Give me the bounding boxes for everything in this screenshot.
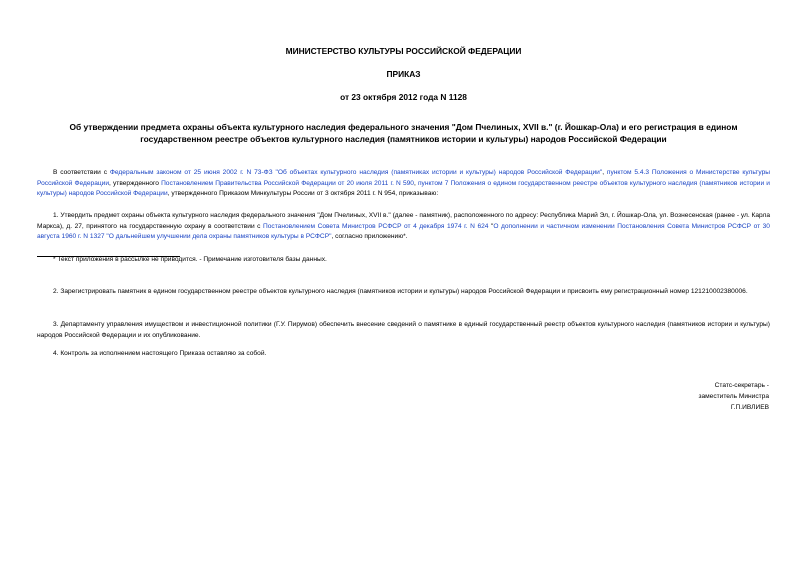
- preamble-paragraph: [37, 168, 770, 200]
- footnote: * Текст приложения в рассылке не приводится. - Примечание изготовителя базы данных.: [53, 256, 327, 263]
- signatory-name: Г.П.ИВЛИЕВ: [730, 404, 769, 411]
- doc-type-heading: ПРИКАЗ: [386, 69, 421, 79]
- council-amendment-link[interactable]: О дополнении и частичном изменении Постановления Совета Министров РСФСР от 30 августа 1960 г. N 1327 "О дальнейшем улучшении дела охраны памятников культуры в РСФСР": [37, 222, 770, 241]
- date-number-heading: от 23 октября 2012 года N 1128: [340, 92, 467, 102]
- federal-law-link[interactable]: Федеральным законом от 25 июня 2002 г. N 73-ФЗ "Об объектах культурного наследия (памятниках истории и культуры) народов Российской Федерации": [109, 169, 603, 176]
- signatory-title-line-2: заместитель Министра: [698, 393, 769, 400]
- item-1-text-2: ": [488, 222, 494, 230]
- preamble-text-4: ,: [413, 179, 418, 187]
- preamble-text-1: В соответствии с: [53, 169, 110, 176]
- signatory-title-line-1: Статс-секретарь -: [714, 382, 769, 389]
- item-1-paragraph: [37, 211, 770, 243]
- document-title: Об утверждении предмета охраны объекта культурного наследия федерального значения "Дом Пчелиных, XVII в." (г. Йошкар-Ола) и его регистрация в едином государственном реестре объектов культурного наследия (памятников истории и культуры) народов Российской Федерации: [69, 122, 738, 144]
- item-4-paragraph: 4. Контроль за исполнением настоящего Приказа оставляю за собой.: [53, 350, 267, 357]
- item-2-paragraph: 2. Зарегистрировать памятник в едином государственном реестре объектов культурного наследия (памятников истории и культуры) народов Российской Федерации и присвоить ему регистрационный номер 121210002380006.: [53, 288, 748, 295]
- ministry-heading: МИНИСТЕРСТВО КУЛЬТУРЫ РОССИЙСКОЙ ФЕДЕРАЦИИ: [285, 46, 522, 56]
- council-decree-link[interactable]: Постановлением Совета Министров РСФСР от 4 декабря 1974 г. N 624: [263, 222, 489, 230]
- preamble-text-5: , утвержденного Приказом Минкультуры России от 3 октября 2011 г. N 954, приказываю:: [167, 190, 439, 198]
- preamble-text-3: , утвержденного: [109, 179, 162, 187]
- preamble-text-2: ,: [602, 169, 607, 176]
- item-1-text-1: 1. Утвердить предмет охраны объекта культурного наследия федерального значения "Дом Пчелиных, XVII в." (далее - памятник), расположенного по адресу: Республика Марий Эл, г. Йошкар-Ола, ул. Вознесенская (ранее - ул. Карла Маркса), д. 27, принятого на государственную охрану в соответствии с: [37, 212, 770, 230]
- government-decree-link[interactable]: Постановлением Правительства Российской Федерации от 20 июля 2011 г. N 590: [161, 179, 414, 187]
- item-1-text-3: , согласно приложению*.: [331, 233, 408, 241]
- registry-regulation-link[interactable]: пунктом 7 Положения о едином государственном реестре объектов культурного наследия (памятников истории и культуры) народов Российской Федерации: [37, 179, 770, 198]
- item-3-paragraph: 3. Департаменту управления имуществом и инвестиционной политики (Г.У. Пирумов) обеспечить внесение сведений о памятнике в единый государственный реестр объектов культурного наследия (памятников истории и культуры) народов Российской Федерации и их опубликование.: [37, 321, 770, 339]
- ministry-regulation-link[interactable]: пунктом 5.4.3 Положения о Министерстве культуры Российской Федерации: [37, 169, 771, 187]
